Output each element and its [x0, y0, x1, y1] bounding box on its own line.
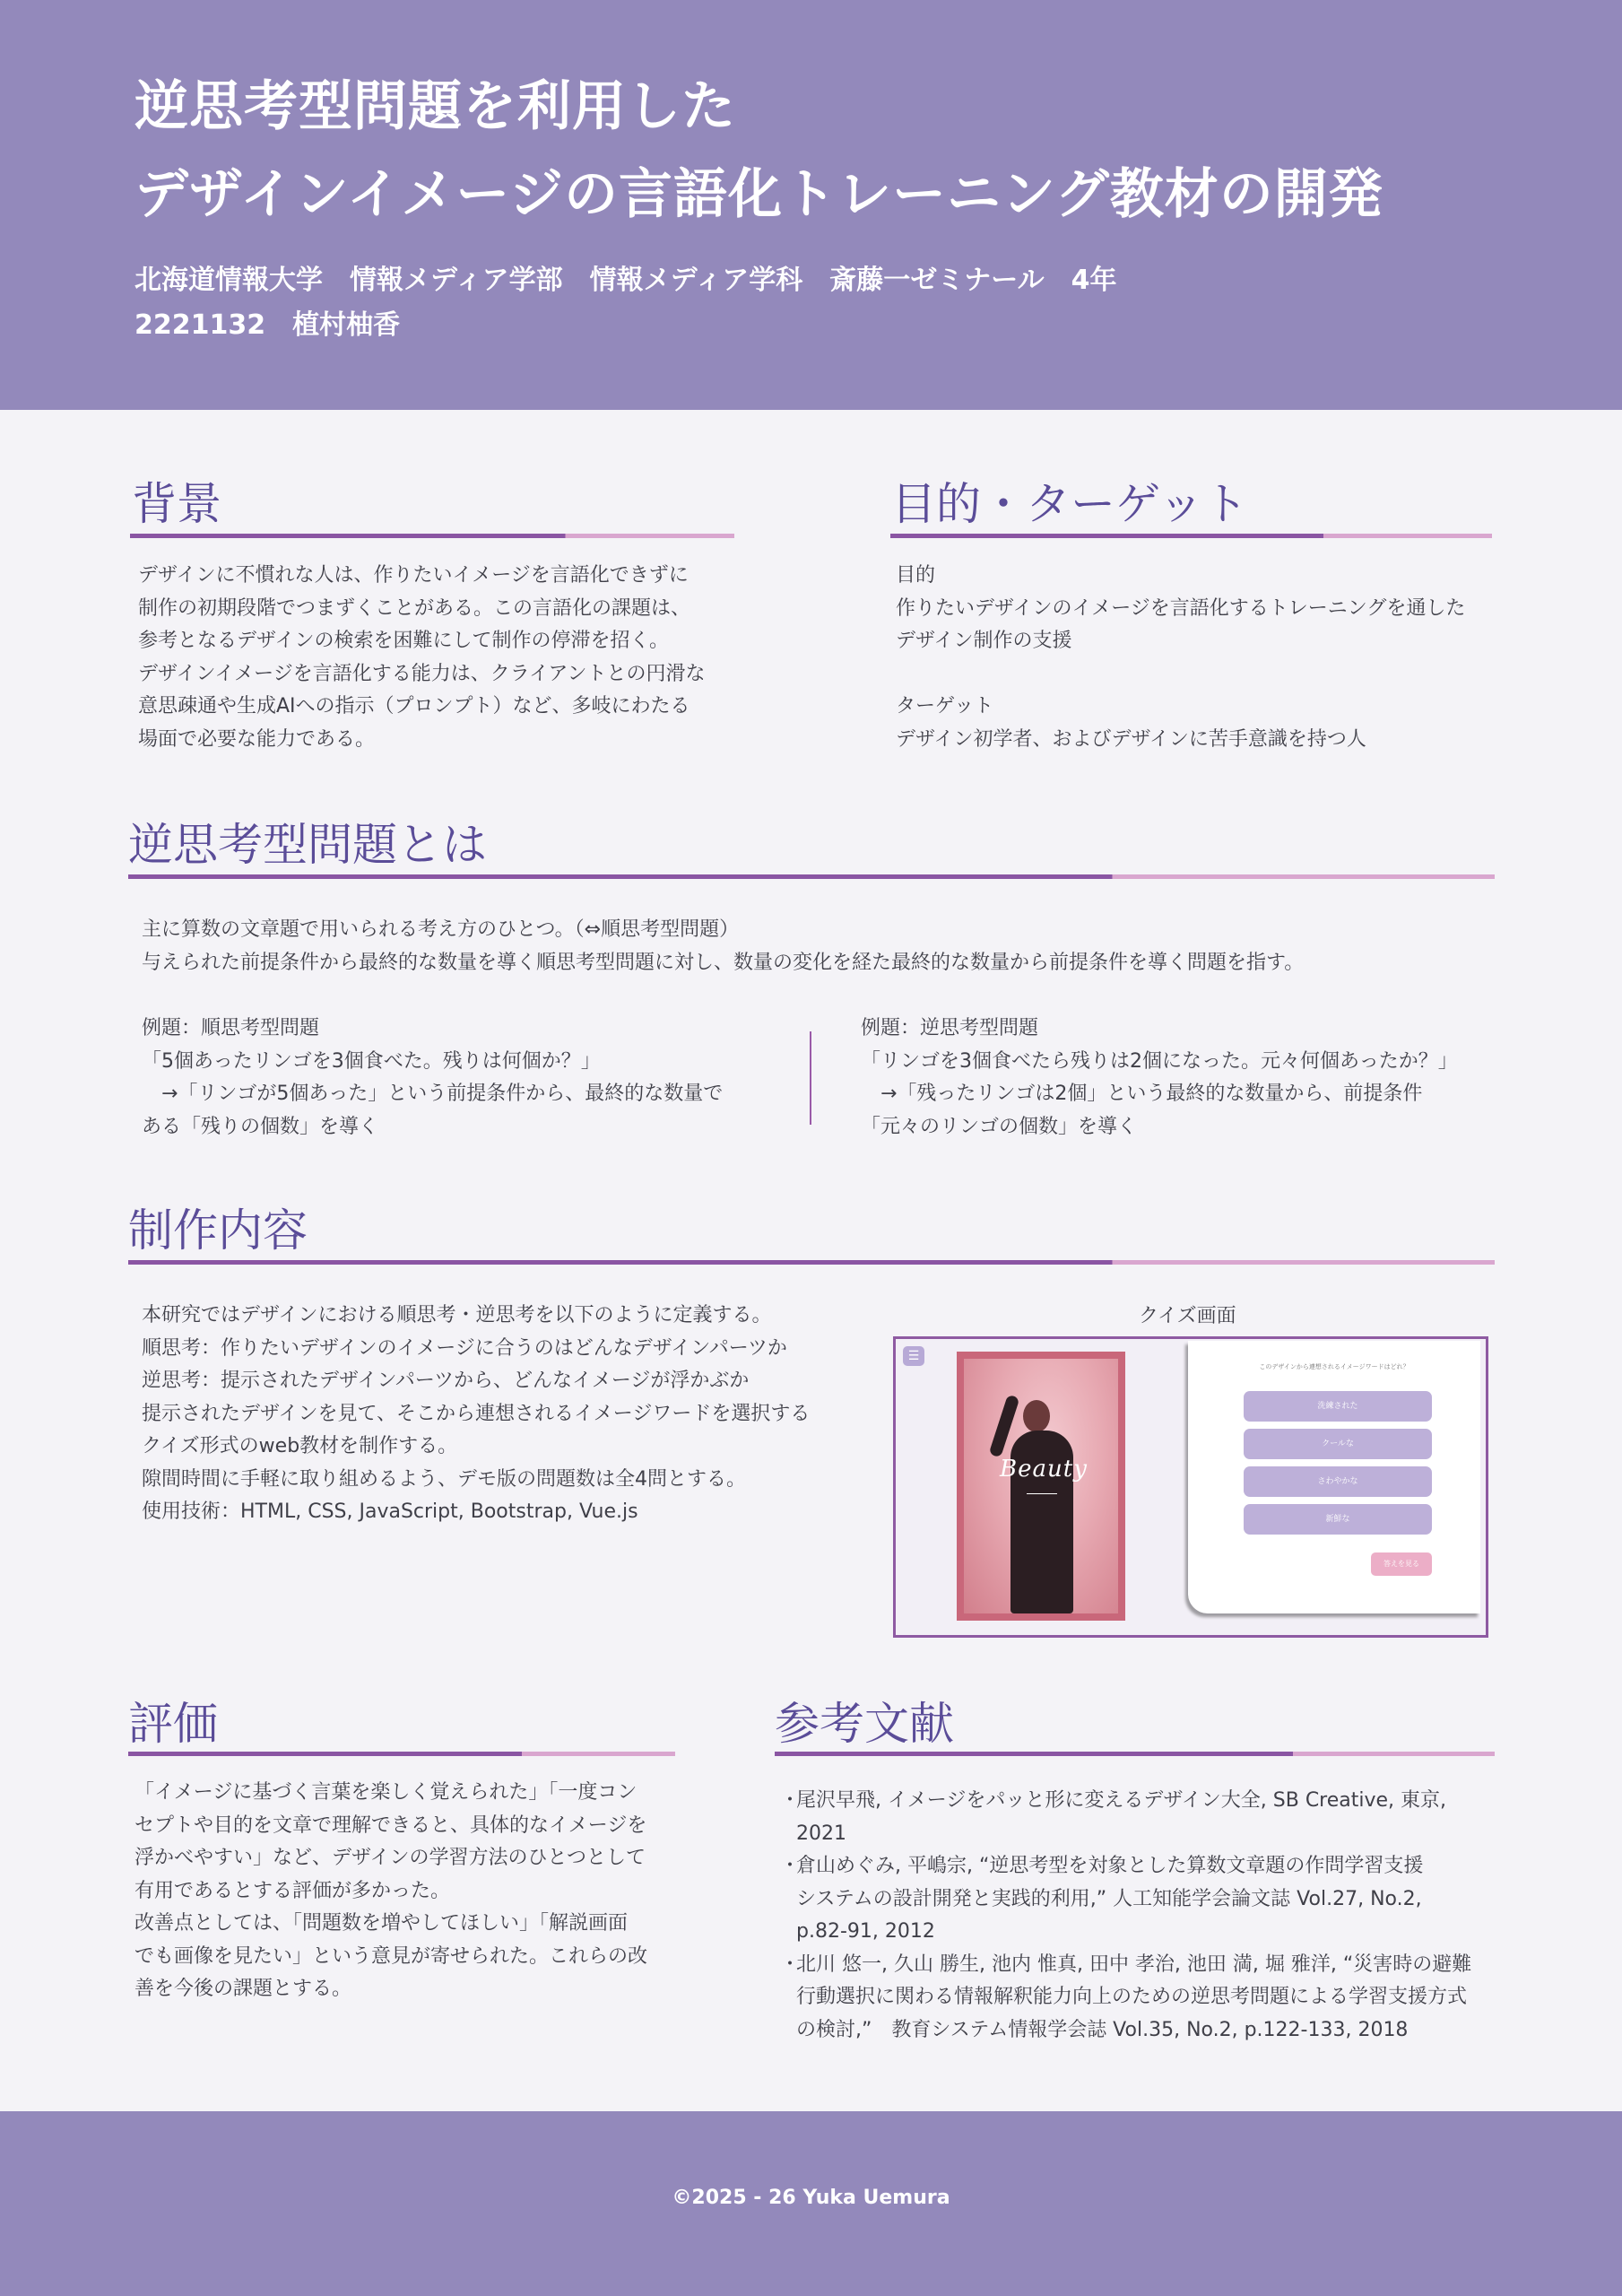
reference-item [780, 1850, 1471, 1949]
reference-line: 尾沢早飛, イメージをパッと形に変えるデザイン大全, SB Creative, 東京, [796, 1789, 1447, 1812]
text-line: 作りたいデザインのイメージを言語化するトレーニングを通した [896, 596, 1466, 620]
text-line: 場面で必要な能力である。 [138, 727, 376, 751]
text-line: セプトや目的を文章で理解できると、具体的なイメージを [134, 1813, 647, 1837]
text-line: デザイン制作の支援 [896, 630, 1072, 652]
text-line: デザイン初学者、およびデザインに苦手意識を持つ人 [896, 727, 1366, 751]
quiz-question: このデザインから連想されるイメージワードはどれ？ [1259, 1363, 1409, 1370]
section-rule-purpose [890, 534, 1492, 538]
purpose-label: 目的 [896, 564, 936, 587]
poster-title-line-1: 逆思考型問題を利用した [134, 75, 736, 138]
text-line: 参考となるデザインの検索を困難にして制作の停滞を招く。 [138, 630, 670, 652]
evaluation-text [134, 1777, 647, 2006]
text-line: 改善点としては、「問題数を増やしてほしい」「解説画面 [134, 1912, 629, 1935]
text-line: 制作の初期段階でつまずくことがある。この言語化の課題は、 [138, 596, 691, 620]
option-button: 新鮮な [1244, 1504, 1432, 1535]
author-info [134, 258, 1116, 348]
bullet: ・ [780, 1789, 801, 1812]
section-title-evaluation: 評価 [128, 1698, 218, 1750]
reverse-intro [142, 914, 1304, 979]
poster-footer [0, 2111, 1622, 2296]
text-line: 善を今後の課題とする。 [134, 1978, 352, 2000]
quiz-screen-caption: クイズ画面 [1139, 1305, 1236, 1327]
tech-stack: 使用技術：HTML, CSS, JavaScript, Bootstrap, Vue.js [142, 1500, 638, 1523]
poster-title-line-2: デザインイメージの言語化トレーニング教材の開発 [134, 163, 1383, 226]
photo-script-text: Beauty [1000, 1456, 1088, 1483]
text-line: 意思疎通や生成AIへの指示（プロンプト）など、多岐にわたる [138, 695, 690, 718]
reference-line: 倉山めぐみ, 平嶋宗, “逆思考型を対象とした算数文章題の作問学習支援 [796, 1855, 1424, 1877]
backward-example [861, 1013, 1458, 1144]
text-line: 有用であるとする評価が多かった。 [134, 1879, 451, 1902]
section-title-production: 制作内容 [128, 1205, 308, 1257]
text-line: デザインイメージを言語化する能力は、クライアントとの円滑な [138, 662, 706, 685]
reference-line: 行動選択に関わる情報解釈能力向上のための逆思考問題による学習支援方式 [796, 1986, 1468, 2008]
example-answer: 「元々のリンゴの個数」を導く [861, 1115, 1138, 1138]
option-button: 洗練された [1244, 1391, 1432, 1422]
forward-example [142, 1013, 723, 1144]
reference-list [780, 1785, 1471, 2047]
reference-line: p.82-91, 2012 [796, 1920, 935, 1943]
quiz-panel [1188, 1341, 1480, 1613]
text-line: 浮かべやすい」など、デザインの学習方法のひとつとして [134, 1847, 646, 1869]
text-line: 逆思考：提示されたデザインパーツから、どんなイメージが浮かぶか [142, 1370, 750, 1392]
text-line: クイズ形式のweb教材を制作する。 [142, 1435, 458, 1457]
example-question: 「リンゴを3個食べたら残りは2個になった。元々何個あったか？」 [861, 1049, 1458, 1073]
poster-title [134, 63, 1383, 239]
bullet: ・ [780, 1952, 801, 1976]
section-rule-evaluation [128, 1752, 675, 1756]
section-title-purpose: 目的・ターゲット [891, 478, 1248, 530]
section-title-reverse: 逆思考型問題とは [128, 819, 487, 871]
poster-header [0, 0, 1622, 410]
example-answer: ある「残りの個数」を導く [142, 1115, 379, 1138]
reference-line: の検討,” 教育システム情報学会誌 Vol.35, No.2, p.122-133, 2018 [796, 2018, 1409, 2041]
menu-icon: ☰ [903, 1346, 924, 1366]
design-sample-image [957, 1352, 1125, 1621]
reference-item [780, 1785, 1471, 1850]
example-label: 例題：順思考型問題 [142, 1017, 320, 1039]
text-line: でも画像を見たい」という意見が寄せられた。これらの改 [134, 1944, 648, 1968]
text-line: 「イメージに基づく言葉を楽しく覚えられた」「一度コン [134, 1781, 638, 1804]
text-line: 提示されたデザインを見て、そこから連想されるイメージワードを選択する [142, 1402, 811, 1425]
quiz-screenshot [893, 1336, 1488, 1638]
spacer-line [896, 658, 1465, 691]
section-rule-production [128, 1260, 1495, 1265]
copyright: ©2025 - 26 Yuka Uemura [672, 2187, 950, 2209]
section-title-background: 背景 [132, 478, 221, 530]
text-line: 与えられた前提条件から最終的な数量を導く順思考型問題に対し、数量の変化を経た最終的な数量から前提条件を導く問題を指す。 [142, 951, 1305, 974]
option-button: さわやかな [1244, 1466, 1432, 1497]
reference-line: システムの設計開発と実践的利用,” 人工知能学会論文誌 Vol.27, No.2, [796, 1887, 1422, 1910]
example-divider [810, 1031, 811, 1125]
affiliation: 北海道情報大学 情報メディア学部 情報メディア学科 斎藤一ゼミナール 4年 [134, 265, 1117, 296]
show-answer-button: 答えを見る [1371, 1552, 1432, 1576]
example-label: 例題：逆思考型問題 [861, 1017, 1039, 1039]
text-line: 順思考：作りたいデザインのイメージに合うのはどんなデザインパーツか [142, 1336, 787, 1360]
section-title-references: 参考文献 [775, 1698, 954, 1750]
target-label: ターゲット [896, 695, 994, 718]
reference-line: 2021 [796, 1822, 846, 1845]
section-rule-reverse [128, 874, 1495, 879]
text-line: 隙間時間に手軽に取り組めるよう、デモ版の問題数は全4問とする。 [142, 1467, 746, 1491]
production-text [142, 1300, 810, 1529]
example-answer: →「残ったリンゴは2個」という最終的な数量から、前提条件 [861, 1083, 1423, 1105]
reference-line: 北川 悠一, 久山 勝生, 池内 惟真, 田中 孝治, 池田 満, 堀 雅洋, “災害時の避難 [796, 1952, 1472, 1976]
bullet: ・ [780, 1855, 801, 1877]
section-rule-background [130, 534, 734, 538]
author-name: 2221132 植村柚香 [134, 309, 401, 341]
figure-head [1023, 1400, 1050, 1432]
photo-content [964, 1359, 1118, 1613]
photo-rule [1027, 1493, 1057, 1494]
background-text [138, 560, 706, 756]
example-answer: →「リンゴが5個あった」という前提条件から、最終的な数量で [142, 1083, 724, 1105]
text-line: デザインに不慣れな人は、作りたいイメージを言語化できずに [138, 564, 689, 587]
section-rule-references [775, 1752, 1495, 1756]
purpose-text [896, 560, 1465, 756]
text-line: 主に算数の文章題で用いられる考え方のひとつ。（⇔順思考型問題） [142, 918, 740, 941]
reference-item [780, 1949, 1471, 2048]
text-line: 本研究ではデザインにおける順思考・逆思考を以下のように定義する。 [142, 1304, 772, 1326]
option-button: クールな [1244, 1429, 1432, 1459]
example-question: 「5個あったリンゴを3個食べた。残りは何個か？」 [142, 1049, 601, 1073]
